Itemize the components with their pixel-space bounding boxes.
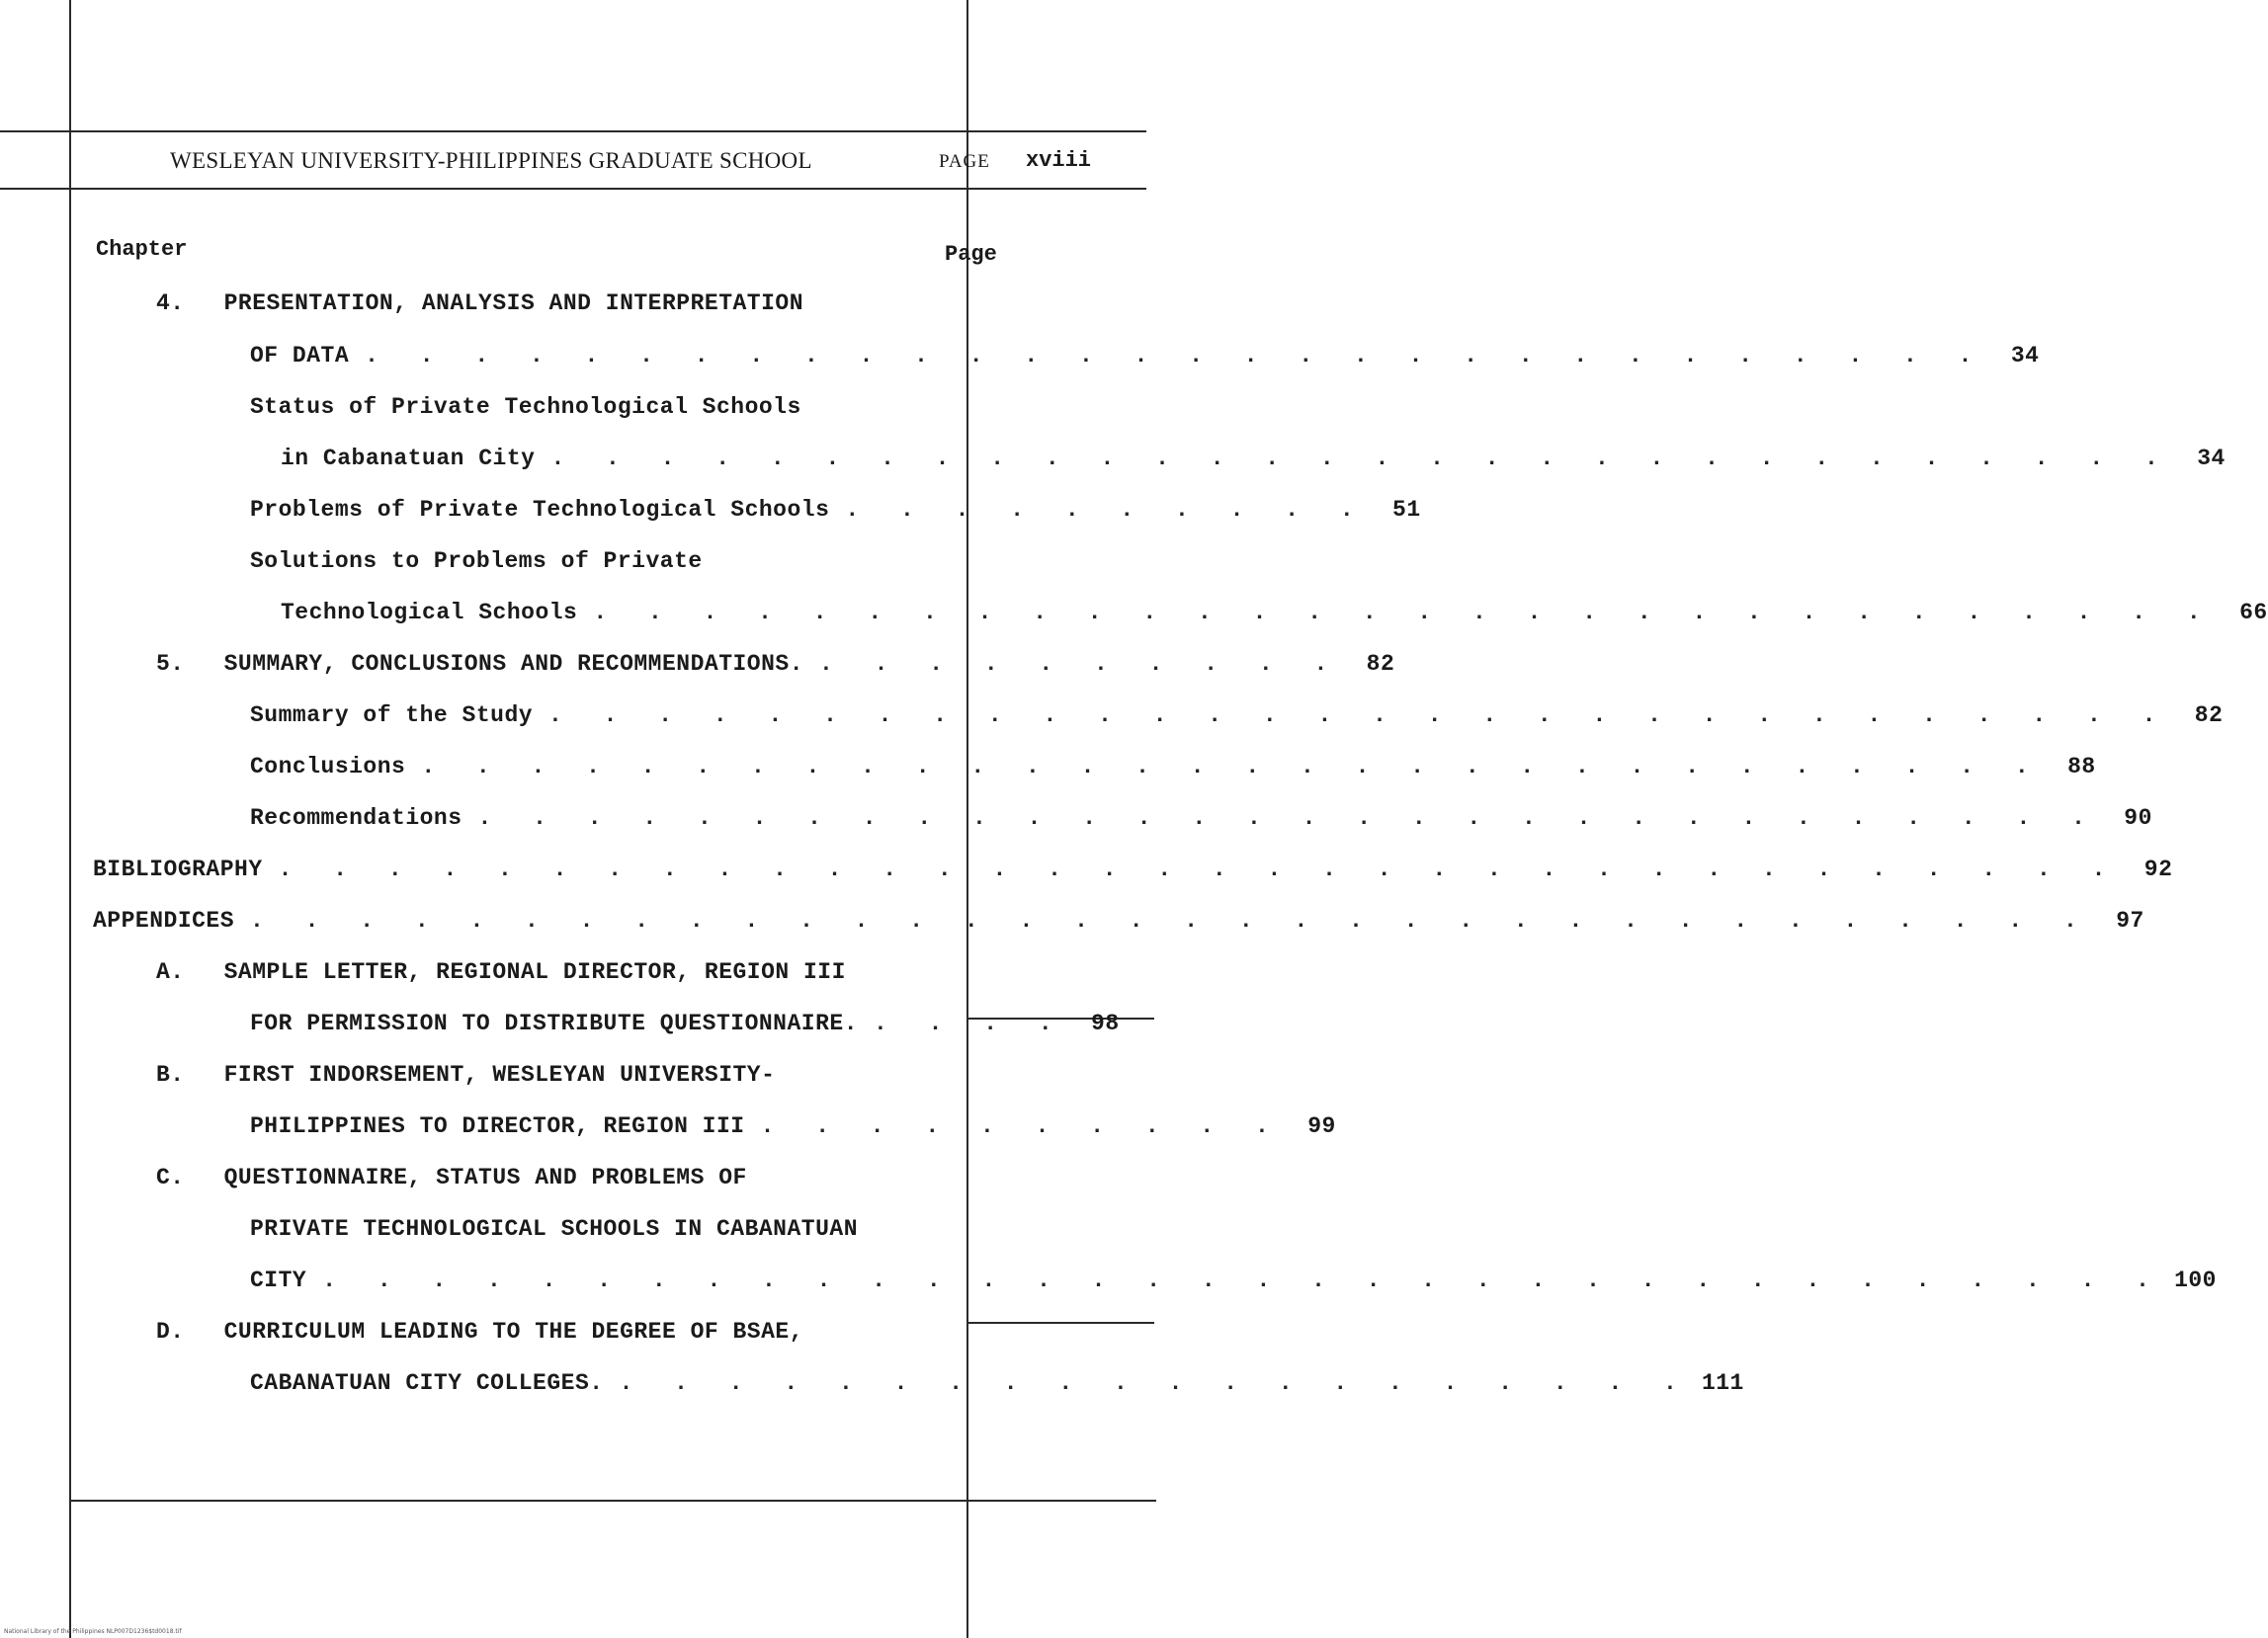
toc-entry-label: PHILIPPINES TO DIRECTOR, REGION III [250,1113,745,1139]
leader-dots: . . . . . . . . . . . . . . . . . . . . . . . . . . . . . . . . . . [322,1268,2163,1293]
toc-entry-page: 99 [1307,1113,1336,1139]
toc-entry-label: Status of Private Technological Schools [250,394,801,420]
leader-dots: . . . . . . . . . . . . . . . . . . . . . . . . . . . . . . [421,754,2043,779]
toc-entry-page: 98 [1091,1011,1120,1036]
leader-dots: . . . . . . . . . . . . . . . . . . . . . . . . . . . . . . . . . . [278,857,2120,882]
toc-entry [156,1319,957,1352]
toc-entry-number: D. [156,1319,185,1345]
page-heading: Page [945,242,997,267]
toc-entry-label: SAMPLE LETTER, REGIONAL DIRECTOR, REGION III [223,959,846,985]
toc-entry-page: 66 [2239,600,2268,625]
toc-entry-page: 97 [2116,908,2144,934]
toc-entry-label: Problems of Private Technological Schools [250,497,830,523]
scan-source-note: National Library of the Philippines NLP007D1236$td0018.tif [4,1628,182,1635]
toc-entry-label: BIBLIOGRAPHY [93,857,263,882]
toc-entry [93,857,2173,890]
toc-entry-number: B. [156,1062,185,1088]
leader-dots: . . . . . . . . . . [760,1113,1283,1139]
toc-entry-label: FOR PERMISSION TO DISTRIBUTE QUESTIONNAIRE. [250,1011,858,1036]
toc-entry-page: 100 [2174,1268,2217,1293]
page-label: PAGE [939,151,990,172]
leader-dots: . . . . . . . . . . . . . . . . . . . . . . . . . . . . . . [365,343,1986,369]
toc-entry-page: 111 [1701,1370,1744,1396]
leader-dots: . . . . . . . . . . . . . . . . . . . . . . . . . . . . . . . . . . [250,908,2091,934]
toc-entry [250,394,942,428]
footer-rule [69,1500,1156,1502]
toc-entry-label: PRESENTATION, ANALYSIS AND INTERPRETATION [223,290,804,316]
toc-entry-label: QUESTIONNAIRE, STATUS AND PROBLEMS OF [223,1165,747,1190]
leader-dots: . . . . . . . . . . . . . . . . . . . . . . . . . . . . . . [548,702,2170,728]
toc-entry-label: CURRICULUM LEADING TO THE DEGREE OF BSAE, [223,1319,804,1345]
leader-dots: . . . . . . . . . . . . . . . . . . . . . . . . . . . . . . [550,446,2172,471]
leader-dots: . . . . . . . . . . [819,651,1342,677]
toc-entry [250,1011,1120,1044]
toc-entry-page: 88 [2067,754,2096,779]
toc-entry-label: Solutions to Problems of Private [250,548,703,574]
leader-dots: . . . . [874,1011,1066,1036]
toc-entry [281,446,2226,479]
toc-entry [156,651,1395,685]
toc-entry-page: 92 [2143,857,2173,882]
toc-entry [156,1165,957,1198]
toc-entry [250,1113,1336,1147]
toc-entry-label: SUMMARY, CONCLUSIONS AND RECOMMENDATIONS. [223,651,804,677]
leader-dots: . . . . . . . . . . . . . . . . . . . . . . . . . . . . . . [593,600,2215,625]
toc-entry-label: FIRST INDORSEMENT, WESLEYAN UNIVERSITY- [223,1062,776,1088]
toc-entry [250,1370,1744,1404]
toc-entry-page: 82 [1366,651,1395,677]
toc-entry-number: C. [156,1165,185,1190]
toc-entry [250,1268,2217,1301]
toc-entry [250,805,2152,839]
toc-entry-page: 90 [2124,805,2152,831]
toc-entry [281,600,2268,633]
toc-entry-label: OF DATA [250,343,350,369]
page-number: xviii [1026,148,1092,173]
toc-entry [250,1216,981,1250]
toc-entry [250,702,2224,736]
toc-entry-label: PRIVATE TECHNOLOGICAL SCHOOLS IN CABANATUAN [250,1216,858,1242]
toc-entry [156,290,907,324]
right-column-rule-2 [966,1322,1154,1324]
toc-entry-label: APPENDICES [93,908,235,934]
toc-entry [93,908,2144,942]
leader-dots: . . . . . . . . . . . . . . . . . . . . [619,1370,1691,1396]
toc-entry-label: CABANATUAN CITY COLLEGES. [250,1370,604,1396]
toc-entry-number: 5. [156,651,185,677]
toc-entry [156,959,957,993]
toc-entry-label: Conclusions [250,754,406,779]
header-bottom-rule [0,188,1146,190]
toc-entry-number: 4. [156,290,185,316]
toc-entry-page: 34 [2010,343,2040,369]
toc-entry [250,497,1421,531]
toc-entry-label: CITY [250,1268,307,1293]
toc-entry [250,343,2040,376]
toc-entry [250,548,942,582]
leader-dots: . . . . . . . . . . . . . . . . . . . . . . . . . . . . . . [477,805,2099,831]
toc-entry-label: Recommendations [250,805,462,831]
toc-entry-page: 34 [2197,446,2226,471]
leader-dots: . . . . . . . . . . [845,497,1368,523]
toc-entry-label: in Cabanatuan City [281,446,536,471]
toc-entry-page: 82 [2194,702,2224,728]
toc-entry [156,1062,957,1096]
toc-entry-number: A. [156,959,185,985]
left-margin-rule [69,0,71,1638]
toc-entry-label: Technological Schools [281,600,578,625]
toc-entry [250,754,2096,787]
toc-entry-page: 51 [1392,497,1421,523]
header-top-rule [0,130,1146,132]
toc-entry-label: Summary of the Study [250,702,534,728]
chapter-heading: Chapter [96,237,188,262]
institution-header: WESLEYAN UNIVERSITY-PHILIPPINES GRADUATE SCHOOL [170,148,812,173]
